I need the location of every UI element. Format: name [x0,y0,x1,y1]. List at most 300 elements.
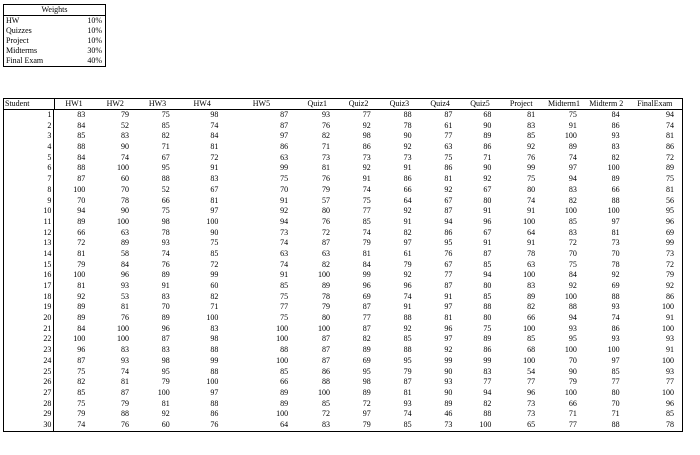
score-cell: 79 [77,259,86,269]
weight-label: Quizzes [6,26,32,35]
score-cell: 92 [403,270,412,280]
column-header: HW5 [252,99,271,108]
score-cell: 86 [611,120,620,130]
column-header: HW4 [193,99,211,108]
table-body [4,110,682,431]
score-cell: 100 [661,302,674,312]
score-cell: 100 [661,355,674,365]
score-cell: 92 [77,291,86,301]
column-header: Quiz1 [307,99,328,108]
score-cell: 73 [321,152,330,162]
score-cell: 78 [611,259,620,269]
score-cell: 75 [444,152,453,162]
score-cell: 96 [483,216,492,226]
score-cell: 75 [362,195,371,205]
score-cell: 87 [161,334,170,344]
score-cell: 94 [77,206,86,216]
score-cell: 100 [564,291,577,301]
score-cell: 75 [568,110,577,119]
score-cell: 75 [568,259,577,269]
score-cell: 90 [120,206,129,216]
score-cell: 79 [321,302,330,312]
score-cell: 91 [527,206,536,216]
weights-table [3,4,106,67]
score-cell: 79 [403,259,412,269]
score-cell: 76 [210,419,219,429]
table-row [4,334,682,345]
score-cell: 82 [161,131,170,141]
score-cell: 80 [483,195,492,205]
score-cell: 100 [116,334,129,344]
score-cell: 90 [210,227,219,237]
table-row [4,281,682,292]
score-cell: 98 [362,377,371,387]
score-cell: 81 [611,227,620,237]
score-cell: 99 [280,163,289,173]
score-cell: 88 [403,110,412,119]
score-cell: 87 [321,355,330,365]
score-cell: 82 [321,259,330,269]
score-cell: 100 [607,163,620,173]
score-cell: 63 [280,152,289,162]
student-id-cell: 7 [4,174,54,185]
score-cell: 100 [523,323,536,333]
score-cell: 91 [444,291,453,301]
score-cell: 100 [276,409,289,419]
table-row [4,388,682,399]
score-cell: 92 [362,163,371,173]
score-cell: 85 [403,419,412,429]
student-id-cell: 15 [4,260,54,271]
score-cell: 95 [161,163,170,173]
score-cell: 93 [403,398,412,408]
score-cell: 93 [120,281,129,290]
score-cell: 85 [280,366,289,376]
student-id-cell: 9 [4,196,54,207]
score-cell: 91 [280,270,289,280]
score-cell: 57 [321,195,330,205]
score-cell: 88 [77,163,86,173]
table-row [4,324,682,335]
score-cell: 76 [120,419,129,429]
score-cell: 63 [444,142,453,152]
score-cell: 100 [317,323,330,333]
score-cell: 85 [665,409,674,419]
score-cell: 75 [77,366,86,376]
score-cell: 82 [321,131,330,141]
score-cell: 77 [362,110,371,119]
score-cell: 94 [568,313,577,323]
score-cell: 75 [210,238,219,248]
score-cell: 87 [280,110,289,119]
score-cell: 89 [362,345,371,355]
score-cell: 89 [77,216,86,226]
score-cell: 74 [568,152,577,162]
score-cell: 75 [483,323,492,333]
student-id-cell: 8 [4,185,54,196]
student-id-cell: 4 [4,142,54,153]
student-id-cell: 22 [4,334,54,345]
score-cell: 83 [527,281,536,290]
score-cell: 70 [611,398,620,408]
score-cell: 87 [77,174,86,184]
score-cell: 75 [527,174,536,184]
table-row [4,420,682,431]
score-cell: 82 [527,302,536,312]
score-cell: 95 [444,238,453,248]
score-cell: 100 [661,323,674,333]
score-cell: 96 [77,345,86,355]
weight-label: HW [6,16,20,25]
score-cell: 83 [210,174,219,184]
score-cell: 77 [611,377,620,387]
score-cell: 86 [280,142,289,152]
score-cell: 80 [611,387,620,397]
score-cell: 86 [321,366,330,376]
score-cell: 91 [403,216,412,226]
score-cell: 79 [120,110,129,119]
score-cell: 92 [568,281,577,290]
score-cell: 99 [210,355,219,365]
table-header-row [4,99,682,110]
score-cell: 98 [161,355,170,365]
student-id-cell: 24 [4,356,54,367]
score-cell: 74 [403,409,412,419]
score-cell: 84 [210,131,219,141]
student-id-cell: 20 [4,313,54,324]
score-cell: 96 [161,323,170,333]
table-row [4,409,682,420]
score-cell: 86 [362,142,371,152]
score-cell: 60 [210,281,219,290]
student-id-cell: 27 [4,388,54,399]
score-cell: 86 [611,323,620,333]
score-cell: 89 [120,238,129,248]
score-cell: 66 [568,398,577,408]
score-cell: 67 [210,184,219,194]
score-cell: 77 [568,419,577,429]
score-cell: 93 [444,377,453,387]
score-cell: 68 [483,110,492,119]
score-cell: 86 [403,174,412,184]
score-cell: 82 [611,152,620,162]
score-cell: 71 [321,142,330,152]
score-cell: 63 [321,248,330,258]
score-cell: 79 [568,377,577,387]
score-cell: 89 [665,163,674,173]
table-row [4,345,682,356]
student-id-cell: 21 [4,324,54,335]
score-cell: 84 [568,270,577,280]
weight-value: 40% [87,56,102,65]
score-cell: 53 [120,291,129,301]
score-cell: 92 [611,270,620,280]
score-cell: 100 [564,345,577,355]
score-cell: 88 [161,174,170,184]
table-row [4,185,682,196]
score-cell: 81 [665,184,674,194]
score-cell: 66 [403,184,412,194]
score-cell: 72 [568,238,577,248]
score-cell: 99 [444,355,453,365]
score-cell: 93 [568,323,577,333]
table-row [4,217,682,228]
score-cell: 88 [280,345,289,355]
score-cell: 52 [120,120,129,130]
score-cell: 100 [564,387,577,397]
score-cell: 78 [403,120,412,130]
score-cell: 86 [483,345,492,355]
score-cell: 79 [362,419,371,429]
score-cell: 100 [73,184,86,194]
student-id-cell: 18 [4,292,54,303]
score-cell: 87 [483,248,492,258]
score-cell: 85 [527,334,536,344]
score-cell: 63 [280,248,289,258]
score-cell: 93 [120,355,129,365]
score-cell: 83 [568,227,577,237]
score-cell: 87 [280,120,289,130]
score-cell: 90 [444,387,453,397]
score-cell: 82 [210,291,219,301]
score-cell: 97 [444,334,453,344]
score-cell: 89 [362,387,371,397]
score-cell: 96 [665,398,674,408]
table-row [4,313,682,324]
score-cell: 71 [568,409,577,419]
score-cell: 74 [362,184,371,194]
score-cell: 61 [444,120,453,130]
score-cell: 90 [568,366,577,376]
score-cell: 97 [210,387,219,397]
score-cell: 63 [120,227,129,237]
student-id-cell: 25 [4,367,54,378]
score-cell: 88 [403,313,412,323]
score-cell: 77 [665,377,674,387]
score-cell: 78 [120,195,129,205]
score-cell: 74 [403,291,412,301]
score-cell: 82 [362,334,371,344]
table-row [4,142,682,153]
table-row [4,196,682,207]
score-cell: 73 [444,419,453,429]
column-header: Midterm1 [547,99,580,108]
table-row [4,228,682,239]
score-cell: 100 [157,387,170,397]
score-cell: 85 [321,398,330,408]
score-cell: 89 [527,291,536,301]
student-id-cell: 30 [4,420,54,431]
score-cell: 93 [611,302,620,312]
score-cell: 74 [362,227,371,237]
score-cell: 83 [321,419,330,429]
score-cell: 91 [527,238,536,248]
student-id-cell: 28 [4,399,54,410]
score-cell: 93 [161,238,170,248]
score-cell: 74 [210,120,219,130]
score-cell: 76 [321,216,330,226]
score-cell: 74 [161,248,170,258]
score-cell: 100 [607,345,620,355]
score-cell: 99 [483,355,492,365]
score-cell: 90 [483,163,492,173]
score-cell: 74 [665,120,674,130]
score-cell: 96 [527,387,536,397]
score-cell: 76 [527,152,536,162]
score-cell: 81 [665,131,674,141]
score-cell: 100 [317,387,330,397]
score-cell: 78 [161,227,170,237]
score-cell: 88 [403,345,412,355]
column-header: Quiz5 [470,99,490,108]
score-cell: 88 [120,409,129,419]
student-id-cell: 13 [4,238,54,249]
score-cell: 100 [564,131,577,141]
score-cell: 98 [210,110,219,119]
score-cell: 85 [568,216,577,226]
score-cell: 97 [362,409,371,419]
score-cell: 97 [280,131,289,141]
score-cell: 100 [73,334,86,344]
score-cell: 74 [77,419,86,429]
score-cell: 69 [362,291,371,301]
score-cell: 91 [161,281,170,290]
score-cell: 78 [527,248,536,258]
score-cell: 73 [362,152,371,162]
score-cell: 46 [444,409,453,419]
score-cell: 77 [444,131,453,141]
score-cell: 70 [77,195,86,205]
score-cell: 88 [77,142,86,152]
table-row [4,131,682,142]
table-row [4,206,682,217]
score-cell: 100 [116,216,129,226]
score-cell: 83 [77,110,86,119]
score-cell: 81 [161,398,170,408]
score-cell: 75 [161,110,170,119]
weight-value: 30% [87,46,102,55]
score-cell: 85 [77,131,86,141]
score-cell: 90 [444,366,453,376]
score-cell: 66 [77,227,86,237]
score-cell: 100 [206,377,219,387]
student-id-cell: 5 [4,153,54,164]
score-cell: 84 [611,110,620,119]
score-cell: 90 [120,142,129,152]
score-cell: 78 [321,291,330,301]
score-cell: 79 [120,398,129,408]
score-cell: 100 [661,387,674,397]
score-cell: 92 [527,142,536,152]
score-cell: 75 [665,174,674,184]
score-cell: 73 [611,238,620,248]
score-cell: 73 [403,152,412,162]
table-row [4,270,682,281]
score-cell: 89 [611,174,620,184]
score-cell: 73 [665,248,674,258]
score-cell: 91 [665,345,674,355]
score-cell: 54 [527,366,536,376]
score-cell: 80 [483,313,492,323]
score-cell: 94 [280,216,289,226]
score-cell: 73 [527,398,536,408]
score-cell: 82 [77,377,86,387]
score-cell: 100 [73,270,86,280]
score-cell: 94 [568,174,577,184]
score-cell: 96 [444,323,453,333]
score-cell: 71 [483,152,492,162]
score-cell: 100 [206,313,219,323]
score-cell: 58 [120,248,129,258]
score-cell: 88 [321,377,330,387]
weight-row [4,46,105,56]
score-cell: 95 [403,355,412,365]
score-cell: 100 [564,206,577,216]
score-cell: 72 [321,409,330,419]
table-row [4,110,682,121]
score-cell: 88 [210,398,219,408]
score-cell: 81 [77,281,86,290]
score-cell: 77 [280,302,289,312]
score-cell: 85 [362,216,371,226]
score-cell: 81 [444,313,453,323]
score-cell: 52 [161,184,170,194]
score-cell: 93 [665,366,674,376]
score-cell: 83 [483,366,492,376]
score-cell: 76 [161,259,170,269]
score-cell: 100 [116,323,129,333]
score-cell: 69 [665,227,674,237]
column-header: HW1 [65,99,83,108]
score-cell: 85 [210,248,219,258]
score-cell: 67 [444,195,453,205]
score-cell: 91 [403,302,412,312]
score-cell: 88 [611,419,620,429]
weights-title: Weights [4,5,105,16]
score-cell: 79 [321,184,330,194]
student-id-cell: 23 [4,345,54,356]
score-cell: 100 [523,355,536,365]
weight-row [4,16,105,26]
score-cell: 60 [161,419,170,429]
score-cell: 74 [280,238,289,248]
score-cell: 94 [665,110,674,119]
score-cell: 96 [362,281,371,290]
score-cell: 83 [527,120,536,130]
score-cell: 80 [321,206,330,216]
weight-label: Midterms [6,46,38,55]
score-cell: 85 [77,387,86,397]
score-cell: 70 [120,184,129,194]
score-cell: 88 [210,345,219,355]
weight-value: 10% [87,16,102,25]
score-cell: 81 [444,174,453,184]
score-cell: 67 [483,227,492,237]
score-cell: 84 [362,259,371,269]
score-cell: 95 [362,366,371,376]
score-cell: 87 [77,355,86,365]
score-cell: 63 [527,259,536,269]
score-cell: 88 [611,291,620,301]
score-cell: 98 [161,216,170,226]
score-cell: 87 [321,334,330,344]
score-cell: 100 [607,206,620,216]
score-cell: 87 [321,238,330,248]
score-cell: 69 [611,281,620,290]
score-cell: 92 [444,184,453,194]
score-cell: 66 [280,377,289,387]
student-id-cell: 12 [4,228,54,239]
